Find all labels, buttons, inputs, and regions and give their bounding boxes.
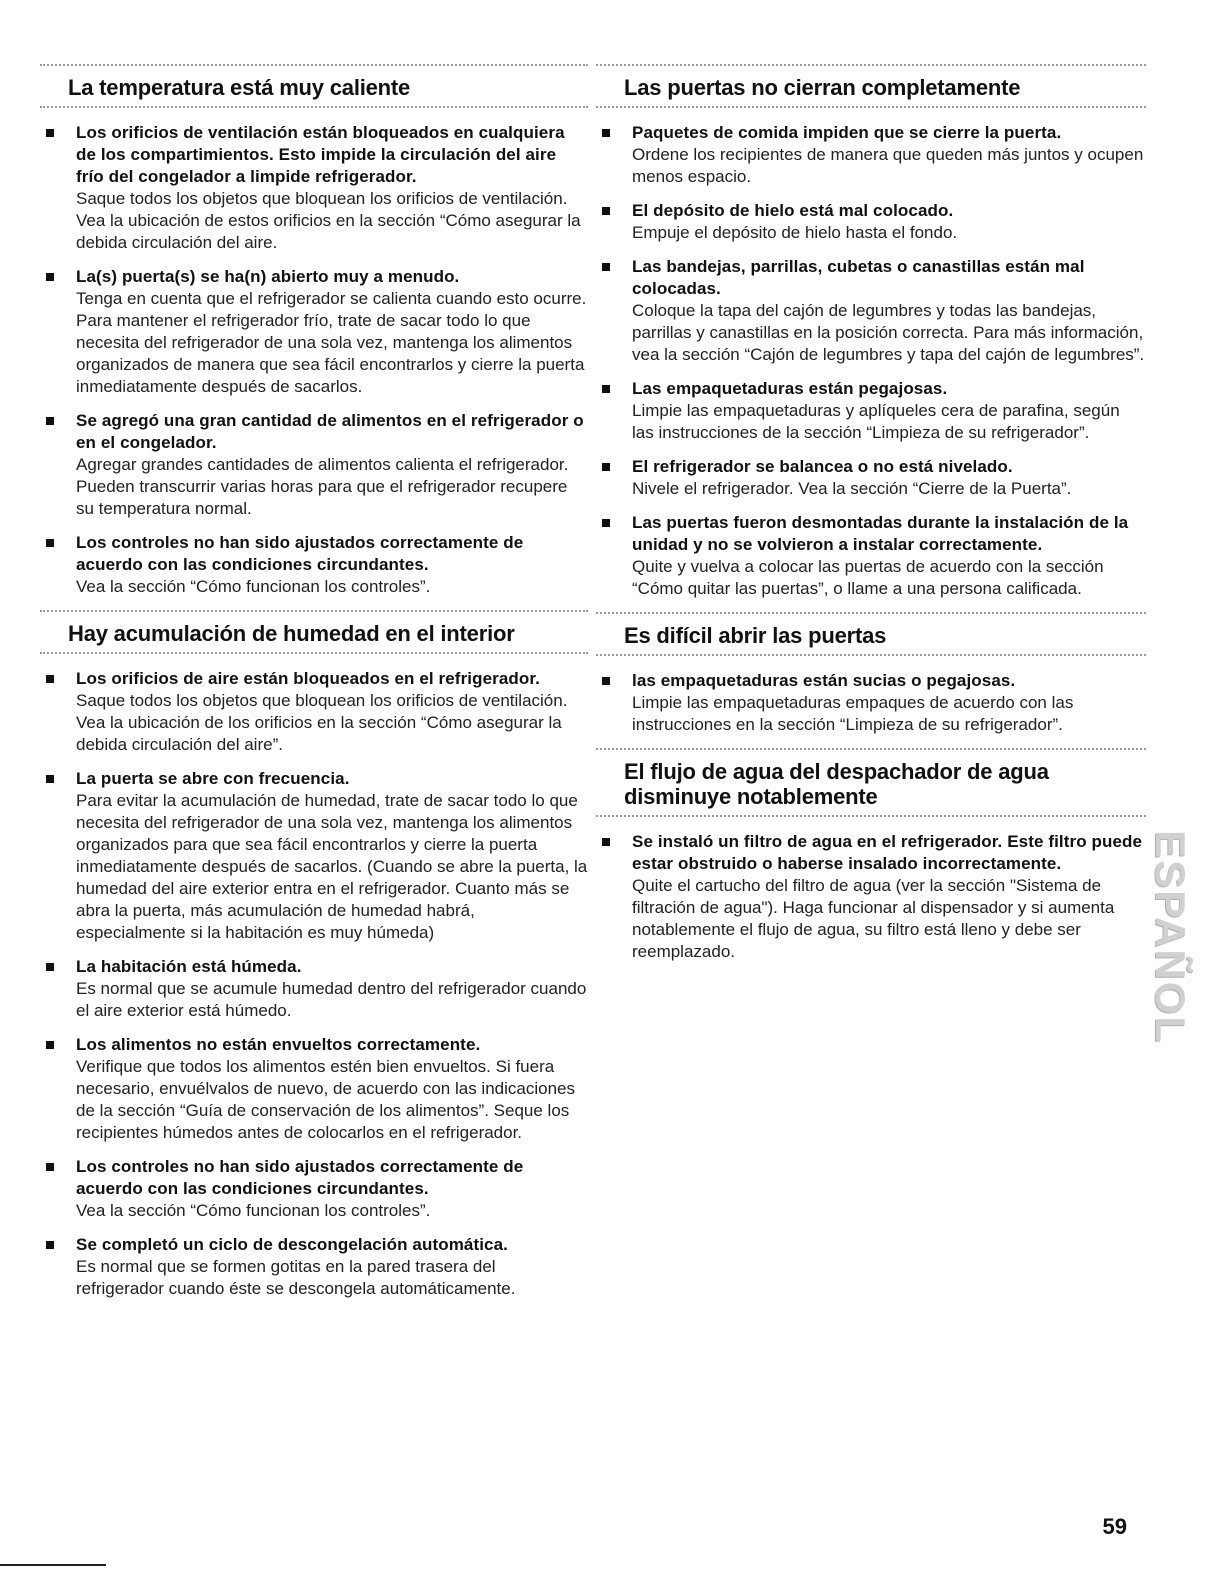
list-item (596, 456, 1146, 500)
item-title: Los orificios de ventilación están bloqueados en cualquiera de los compartimientos. Esto impide la circulación del aire frío del congelador a limpide refrigerador. (76, 123, 565, 186)
right-column (596, 64, 1146, 975)
square-bullet-icon (602, 463, 610, 471)
section-heading: Las puertas no cierran completamente (624, 75, 1021, 100)
section-doors-not-closing (596, 64, 1146, 600)
section-heading: Es difícil abrir las puertas (624, 623, 887, 648)
list-item (40, 1234, 588, 1300)
item-title: Los controles no han sido ajustados correctamente de acuerdo con las condiciones circundantes. (76, 533, 524, 574)
list-item (40, 1156, 588, 1222)
item-title: Las puertas fueron desmontadas durante la instalación de la unidad y no se volvieron a instalar correctamente. (632, 513, 1129, 554)
section-header (596, 748, 1146, 817)
item-body: Coloque la tapa del cajón de legumbres y todas las bandejas, parrillas y canastillas en la posición correcta. Para más información, vea la sección “Cajón de legumbres y tapa del cajón de legumbres”. (632, 301, 1145, 364)
item-body: Empuje el depósito de hielo hasta el fondo. (632, 223, 958, 242)
item-body: Agregar grandes cantidades de alimentos calienta el refrigerador. Pueden transcurrir varias horas para que el refrigerador recupere su temperatura normal. (76, 455, 569, 518)
item-title: Los controles no han sido ajustados correctamente de acuerdo con las condiciones circundantes. (76, 1157, 524, 1198)
item-title: El refrigerador se balancea o no está nivelado. (632, 457, 1013, 476)
list-item (40, 956, 588, 1022)
section-heading: Hay acumulación de humedad en el interior (68, 621, 515, 646)
square-bullet-icon (602, 263, 610, 271)
item-title: Los orificios de aire están bloqueados en el refrigerador. (76, 669, 540, 688)
item-title: La(s) puerta(s) se ha(n) abierto muy a menudo. (76, 267, 460, 286)
section-header (40, 64, 588, 108)
list-item (40, 410, 588, 520)
square-bullet-icon (602, 838, 610, 846)
item-title: Se agregó una gran cantidad de alimentos en el refrigerador o en el congelador. (76, 411, 584, 452)
square-bullet-icon (46, 1163, 54, 1171)
square-bullet-icon (602, 385, 610, 393)
list-item (596, 256, 1146, 366)
list-item (596, 831, 1146, 963)
list-item (40, 768, 588, 944)
item-body: Para evitar la acumulación de humedad, trate de sacar todo lo que necesita del refrigerador de una sola vez, mantenga los alimentos organizados para que sea fácil encontrarlos y cierre la puerta inmediatamente después de sacarlos. (Cuando se abre la puerta, la humedad del aire exterior entra en el refrigerador. Cuanto más se abra la puerta, más acumulación de humedad habrá, especialmente si la habitación es muy húmeda) (76, 791, 588, 942)
item-title: Se instaló un filtro de agua en el refrigerador. Este filtro puede estar obstruido o haberse insalado incorrectamente. (632, 832, 1143, 873)
square-bullet-icon (602, 129, 610, 137)
item-title: Las empaquetaduras están pegajosas. (632, 379, 948, 398)
item-body: Vea la sección “Cómo funcionan los controles”. (76, 577, 431, 596)
list-item (40, 668, 588, 756)
section-heading: La temperatura está muy caliente (68, 75, 411, 100)
item-title: Las bandejas, parrillas, cubetas o canastillas están mal colocadas. (632, 257, 1085, 298)
item-title: Los alimentos no están envueltos correctamente. (76, 1035, 481, 1054)
item-body: Es normal que se acumule humedad dentro del refrigerador cuando el aire exterior está húmedo. (76, 979, 587, 1020)
section-doors-hard-to-open (596, 612, 1146, 736)
square-bullet-icon (46, 417, 54, 425)
item-body: Saque todos los objetos que bloquean los orificios de ventilación. Vea la ubicación de estos orificios en la sección “Cómo asegurar la debida circulación del aire. (76, 189, 581, 252)
item-title: El depósito de hielo está mal colocado. (632, 201, 954, 220)
item-body: Quite el cartucho del filtro de agua (ver la sección "Sistema de filtración de agua"). Haga funcionar al dispensador y si aumenta notablemente el flujo de agua, su filtro está lleno y debe ser reemplazado. (632, 876, 1115, 961)
section-header (596, 64, 1146, 108)
section-heading: El flujo de agua del despachador de agua disminuye notablemente (624, 759, 1049, 809)
item-body: Es normal que se formen gotitas en la pared trasera del refrigerador cuando éste se descongela automáticamente. (76, 1257, 516, 1298)
list-item (596, 122, 1146, 188)
item-body: Ordene los recipientes de manera que queden más juntos y ocupen menos espacio. (632, 145, 1144, 186)
section-header (40, 610, 588, 654)
side-tab-label: ESPAÑOL (1147, 830, 1195, 1044)
list-item (596, 200, 1146, 244)
item-body: Quite y vuelva a colocar las puertas de acuerdo con la sección “Cómo quitar las puertas”, o llame a una persona calificada. (632, 557, 1104, 598)
page-number: 59 (1102, 1514, 1127, 1539)
list-item (40, 1034, 588, 1144)
left-column (40, 64, 588, 1312)
square-bullet-icon (46, 273, 54, 281)
item-body: Vea la sección “Cómo funcionan los controles”. (76, 1201, 431, 1220)
square-bullet-icon (46, 775, 54, 783)
footer-rule (0, 1564, 106, 1566)
section-header (596, 612, 1146, 656)
section-temperature-too-warm (40, 64, 588, 598)
item-body: Tenga en cuenta que el refrigerador se calienta cuando esto ocurre. Para mantener el refrigerador frío, trate de sacar todo lo que necesita del refrigerador de una sola vez, mantenga los alimentos organizados de manera que sea fácil encontrarlos y cierre la puerta inmediatamente después de sacarlos. (76, 289, 587, 396)
list-item (596, 378, 1146, 444)
square-bullet-icon (46, 129, 54, 137)
list-item (40, 266, 588, 398)
section-water-flow-decreased (596, 748, 1146, 963)
item-body: Verifique que todos los alimentos estén bien envueltos. Si fuera necesario, envuélvalos de nuevo, de acuerdo con las indicaciones de la sección “Guía de conservación de los alimentos”. Seque los recipientes húmedos antes de colocarlos en el refrigerador. (76, 1057, 575, 1142)
square-bullet-icon (602, 207, 610, 215)
item-title: La habitación está húmeda. (76, 957, 302, 976)
item-body: Limpie las empaquetaduras y aplíqueles cera de parafina, según las instrucciones de la sección “Limpieza de su refrigerador”. (632, 401, 1120, 442)
item-body: Limpie las empaquetaduras empaques de acuerdo con las instrucciones en la sección “Limpieza de su refrigerador”. (632, 693, 1074, 734)
section-humidity-buildup (40, 610, 588, 1300)
square-bullet-icon (46, 1241, 54, 1249)
language-side-tab (1146, 812, 1194, 1062)
list-item (596, 670, 1146, 736)
list-item (40, 122, 588, 254)
list-item (40, 532, 588, 598)
square-bullet-icon (46, 1041, 54, 1049)
square-bullet-icon (602, 677, 610, 685)
square-bullet-icon (46, 675, 54, 683)
list-item (596, 512, 1146, 600)
item-title: La puerta se abre con frecuencia. (76, 769, 350, 788)
square-bullet-icon (602, 519, 610, 527)
item-body: Nivele el refrigerador. Vea la sección “Cierre de la Puerta”. (632, 479, 1072, 498)
square-bullet-icon (46, 539, 54, 547)
item-title: las empaquetaduras están sucias o pegajosas. (632, 671, 1016, 690)
square-bullet-icon (46, 963, 54, 971)
item-body: Saque todos los objetos que bloquean los orificios de ventilación. Vea la ubicación de los orificios en la sección “Cómo asegurar la debida circulación del aire”. (76, 691, 568, 754)
item-title: Se completó un ciclo de descongelación automática. (76, 1235, 508, 1254)
item-title: Paquetes de comida impiden que se cierre la puerta. (632, 123, 1062, 142)
